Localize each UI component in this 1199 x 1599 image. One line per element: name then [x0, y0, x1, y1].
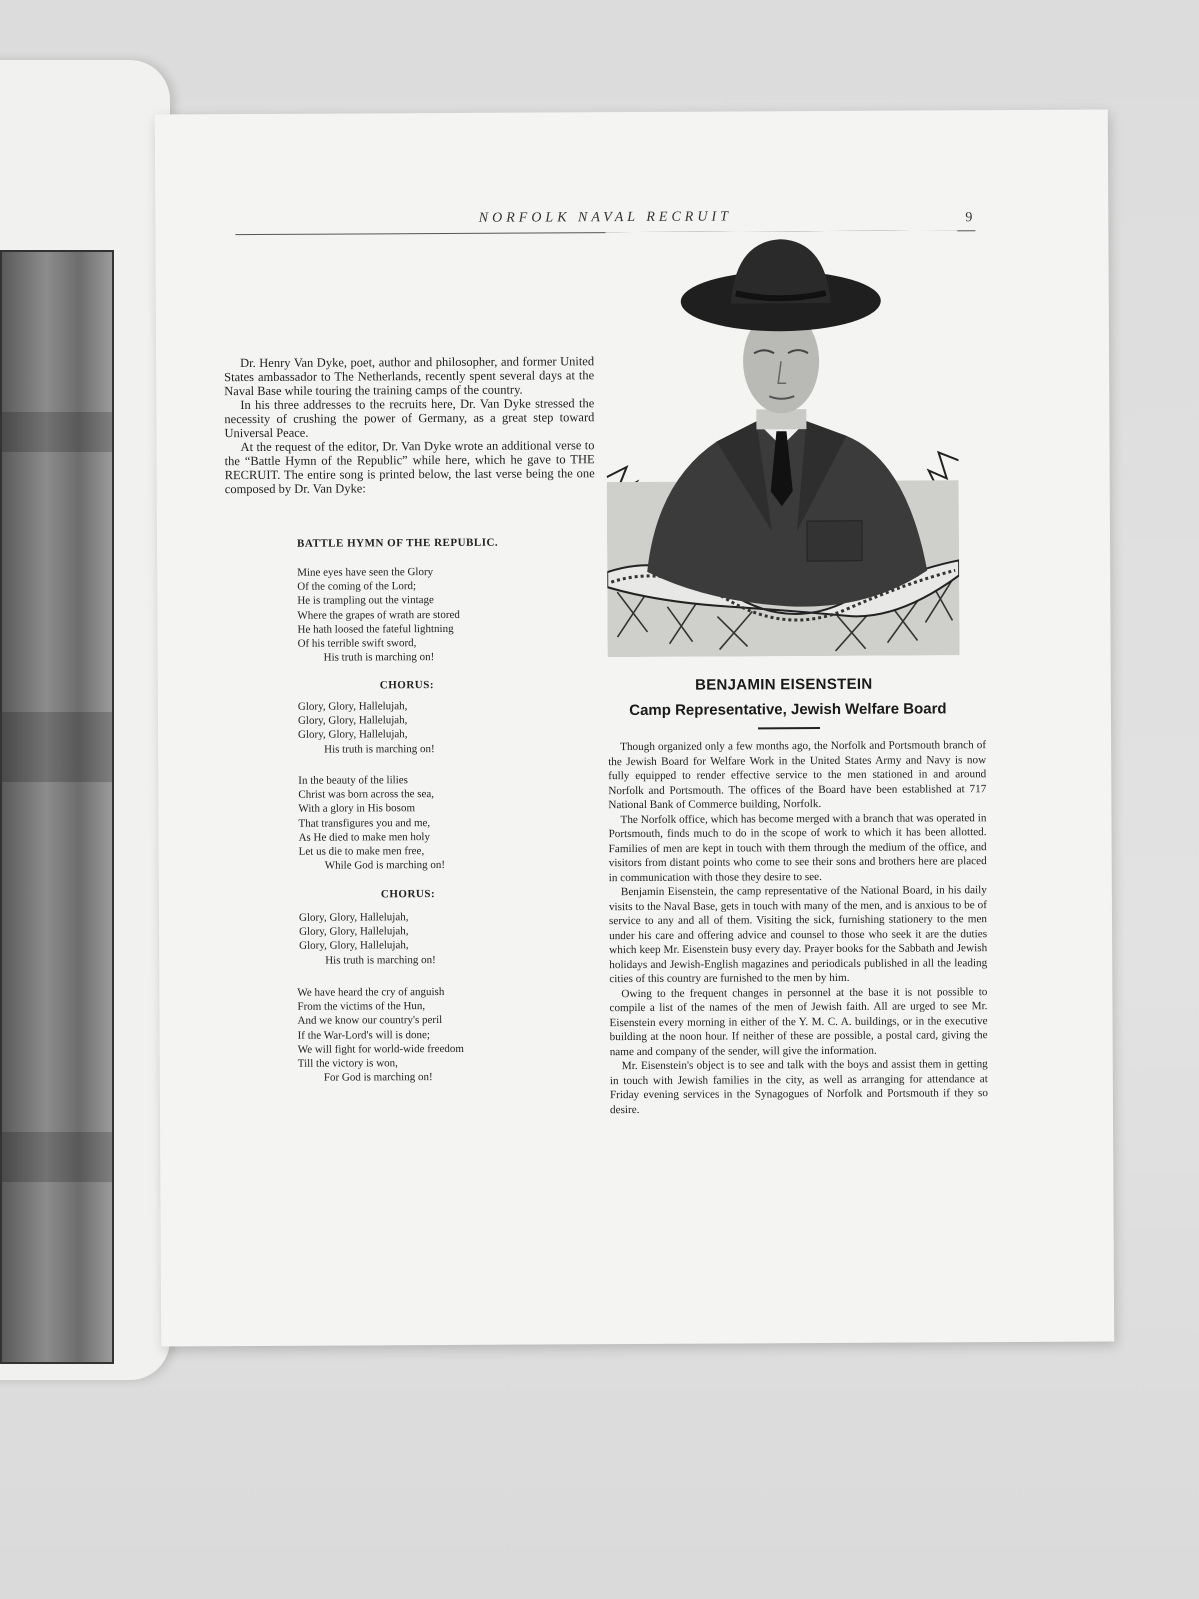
verse-line: His truth is marching on!: [325, 953, 436, 967]
intro-paragraph: At the request of the editor, Dr. Van Dyke wrote an additional verse to the “Battle Hymn of the Republic” while here, which he gave to THE RECRUIT. The entire song is printed below, the last verse being the one composed by Dr. Van Dyke:: [224, 438, 595, 497]
verse-line: Of his terrible swift sword,: [297, 637, 417, 650]
verse-line: From the victims of the Hun,: [297, 1000, 426, 1013]
verse-line: Glory, Glory, Hallelujah,: [297, 714, 408, 727]
hymn-verse-3: [297, 985, 464, 1085]
verse-line: If the War-Lord's will is done;: [297, 1028, 430, 1042]
verse-line: He is trampling out the vintage: [297, 594, 434, 608]
verse-line: Glory, Glory, Hallelujah,: [299, 939, 409, 953]
verse-line: As He died to make men holy: [298, 830, 430, 844]
profile-role: Camp Representative, Jewish Welfare Board: [629, 700, 947, 720]
verse-line: In the beauty of the lilies: [298, 774, 408, 787]
facing-page: [0, 60, 170, 1380]
verse-line: Let us die to make men free,: [298, 845, 425, 858]
intro-paragraph: In his three addresses to the recruits here, Dr. Van Dyke stressed the necessity of crushing the power of Germany, as a great step toward Universal Peace.: [224, 396, 595, 441]
verse-line: Christ was born across the sea,: [298, 788, 435, 801]
verse-line: We have heard the cry of anguish: [297, 985, 445, 999]
verse-line: Glory, Glory, Hallelujah,: [299, 925, 409, 938]
verse-line: Mine eyes have seen the Glory: [297, 566, 434, 579]
intro-text: [224, 354, 595, 496]
hymn-chorus-1: [298, 699, 435, 757]
verse-line: With a glory in His bosom: [298, 802, 416, 816]
page-number: 9: [965, 210, 973, 226]
intro-paragraph: Dr. Henry Van Dyke, poet, author and philosopher, and former United States ambassador to The Netherlands, recently spent several days at the Naval Base while touring the training camps of the country.: [224, 354, 595, 399]
portrait-photo: [605, 230, 959, 657]
hymn-verse-1: [297, 565, 460, 665]
verse-line: We will fight for world-wide freedom: [297, 1042, 464, 1056]
verse-line: For God is marching on!: [323, 1071, 433, 1084]
verse-line: His truth is marching on!: [323, 651, 435, 664]
page-header-title: NORFOLK NAVAL RECRUIT: [478, 209, 732, 226]
hymn-verse-2: [298, 773, 445, 873]
chorus-label: CHORUS:: [379, 679, 435, 692]
hymn-title: BATTLE HYMN OF THE REPUBLIC.: [296, 536, 499, 550]
verse-line: Of the coming of the Lord;: [297, 580, 417, 593]
verse-line: That transfigures you and me,: [298, 816, 431, 830]
verse-line: Glory, Glory, Hallelujah,: [297, 700, 408, 713]
verse-line: Where the grapes of wrath are stored: [297, 608, 460, 622]
portrait-illustration: [605, 230, 959, 657]
profile-name: BENJAMIN EISENSTEIN: [695, 675, 873, 694]
verse-line: While God is marching on!: [324, 859, 446, 872]
verse-line: Glory, Glory, Hallelujah,: [298, 728, 408, 742]
chorus-label: CHORUS:: [380, 888, 436, 901]
article-body: [608, 738, 988, 1117]
article-paragraph: The Norfolk office, which has become merged with a branch that was operated in Portsmouth, finds much to do in the scope of work to which it has been allotted. Families of men are kept in touch with them through the medium of the office, and visitors from distant points who come to see their sons and brothers here are placed in communication with those they desire to see.: [608, 811, 987, 884]
article-paragraph: Owing to the frequent changes in personnel at the base it is not possible to compile a list of the names of the men of Jewish faith. All are urged to see Mr. Eisenstein every morning in either of the Y. M. C. A. buildings, or in the executive building at the noon hour. If neither of these are possible, a postal card, giving the name and company of the sender, will give the information.: [609, 985, 988, 1058]
article-paragraph: Mr. Eisenstein's object is to see and talk with the boys and assist them in getting in touch with Jewish families in the city, as well as arranging for attendance at Friday evening services in the Synagogues of Norfolk and Portsmouth if they so desire.: [609, 1058, 988, 1116]
hymn-chorus-2: [299, 910, 436, 968]
title-divider: [758, 727, 820, 729]
verse-line: His truth is marching on!: [324, 742, 435, 756]
verse-line: And we know our country's peril: [297, 1014, 443, 1028]
article-paragraph: Though organized only a few months ago, the Norfolk and Portsmouth branch of the Jewish Board for Welfare Work in the United States Army and Navy is now fully equipped to render effective service to the men stationed in and around Norfolk and Portsmouth. The offices of the Board have been established at 717 National Bank of Commerce building, Norfolk.: [608, 739, 987, 812]
verse-line: Glory, Glory, Hallelujah,: [298, 911, 409, 924]
verse-line: Till the victory is won,: [297, 1057, 398, 1070]
magazine-page: [155, 110, 1114, 1347]
verse-line: He hath loosed the fateful lightning: [297, 622, 454, 636]
article-paragraph: Benjamin Eisenstein, the camp representative of the National Board, in his daily visits to the Naval Base, gets in touch with many of the men, and is anxious to be of service to any and all of them. Visiting the sick, furnishing stationery to the men under his care and offering advice and counsel to those who seek it are the duties which keep Mr. Eisenstein busy every day. Prayer books for the Sabbath and Jewish holidays and Jewish-English magazines and periodicals published in all the leading cities of this country are furnished to the men by him.: [608, 884, 988, 986]
facing-page-photo: [0, 250, 114, 1364]
